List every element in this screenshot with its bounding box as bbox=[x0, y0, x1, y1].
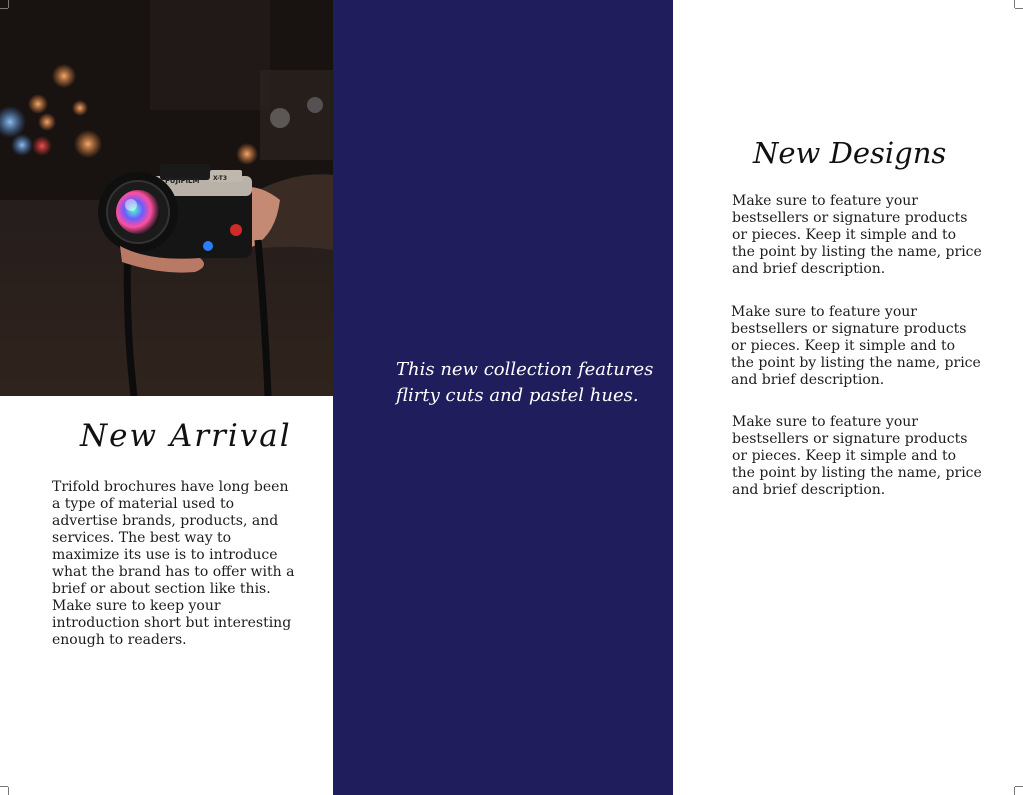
intro-paragraph: Trifold brochures have long been a type of material used to advertise brands, products, and services. The best way to maximize its use is to introduce what the brand has to offer with a brief or about section like this. Make sure to keep your introduction short but interesting enough to readers. bbox=[52, 479, 295, 648]
crop-mark bbox=[8, 787, 9, 795]
crop-mark bbox=[8, 0, 9, 8]
crop-mark bbox=[0, 786, 8, 787]
camera-photo-illustration bbox=[0, 0, 333, 396]
feature-paragraph: Make sure to feature your bestsellers or signature products or pieces. Keep it simple and to the point by listing the name, price and brief description. bbox=[732, 414, 982, 498]
new-designs-title: New Designs bbox=[753, 136, 947, 170]
crop-mark bbox=[1014, 787, 1015, 795]
camera-model-text: X-T3 bbox=[213, 175, 228, 182]
crop-mark bbox=[0, 8, 8, 9]
crop-mark bbox=[1015, 786, 1023, 787]
collection-tagline: This new collection features flirty cuts and pastel hues. bbox=[396, 359, 654, 406]
camera-photo bbox=[0, 0, 333, 396]
feature-paragraph: Make sure to feature your bestsellers or signature products or pieces. Keep it simple and to the point by listing the name, price and brief description. bbox=[732, 193, 982, 277]
crop-mark bbox=[1015, 8, 1023, 9]
feature-paragraph: Make sure to feature your bestsellers or signature products or pieces. Keep it simple and to the point by listing the name, price and brief description. bbox=[731, 304, 981, 388]
middle-panel bbox=[333, 0, 673, 795]
camera-brand-text: FUJIFILM bbox=[165, 177, 200, 185]
right-panel bbox=[673, 0, 1023, 795]
crop-mark bbox=[1014, 0, 1015, 8]
left-panel bbox=[0, 0, 333, 795]
new-arrival-title: New Arrival bbox=[80, 418, 292, 454]
